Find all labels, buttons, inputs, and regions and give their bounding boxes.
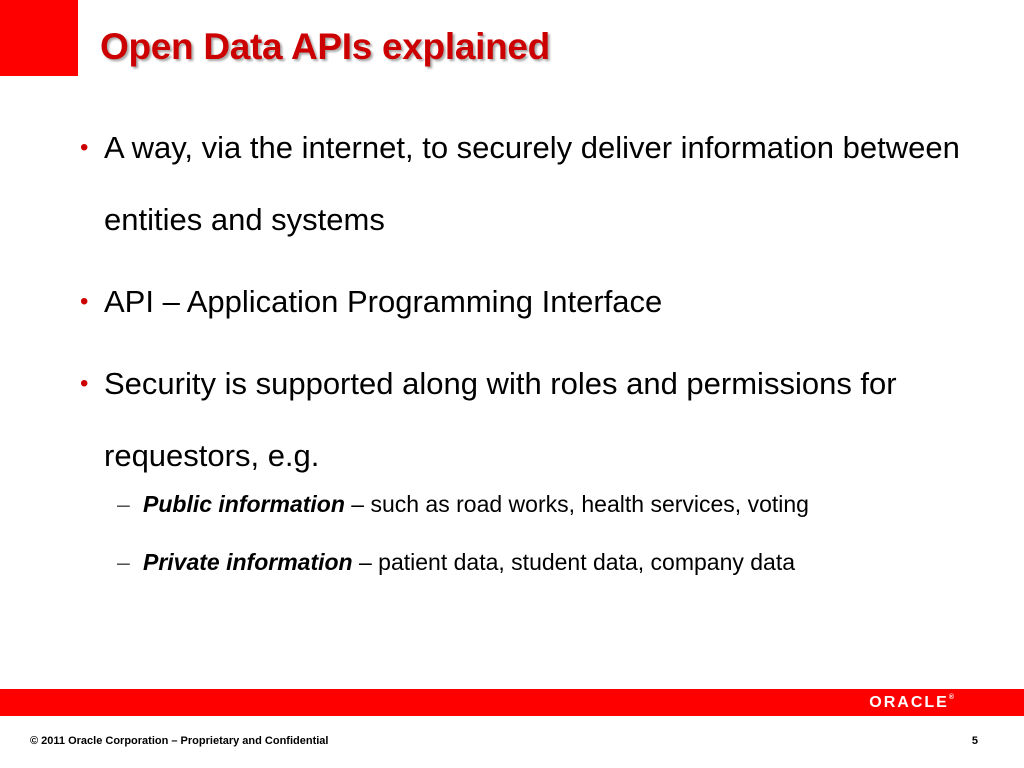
corner-accent-block — [0, 0, 78, 76]
sub-bullet-description: – such as road works, health services, voting — [344, 491, 809, 517]
dash-icon: – — [117, 549, 130, 575]
slide-title: Open Data APIs explained — [100, 26, 550, 67]
sub-bullet-description: – patient data, student data, company data — [352, 549, 796, 575]
sub-bullet-item — [117, 490, 997, 518]
bullet-item — [80, 348, 980, 492]
bullet-text: Security is supported along with roles and permissions for requestors, e.g. — [104, 366, 897, 473]
bullet-text: API – Application Programming Interface — [104, 284, 663, 319]
bullet-dot-icon: • — [80, 134, 89, 161]
oracle-logo-text: ORACLE — [869, 694, 949, 711]
footer-bar — [0, 689, 1024, 716]
sub-bullet-list — [117, 490, 997, 606]
bullet-list — [80, 112, 980, 492]
bullet-item — [80, 112, 980, 256]
dash-icon: – — [117, 491, 130, 517]
sub-bullet-term: Public information — [143, 491, 345, 517]
sub-bullet-term: Private information — [143, 549, 353, 575]
sub-bullet-item — [117, 548, 997, 576]
bullet-dot-icon: • — [80, 370, 89, 397]
bullet-text: A way, via the internet, to securely deliver information between entities and systems — [104, 130, 960, 237]
registered-mark-icon: ® — [948, 694, 954, 701]
bullet-dot-icon: • — [80, 288, 89, 315]
page-number: 5 — [971, 735, 978, 747]
copyright-notice: © 2011 Oracle Corporation – Proprietary and Confidential — [30, 735, 329, 747]
bullet-item — [80, 266, 980, 338]
oracle-logo — [869, 694, 954, 712]
